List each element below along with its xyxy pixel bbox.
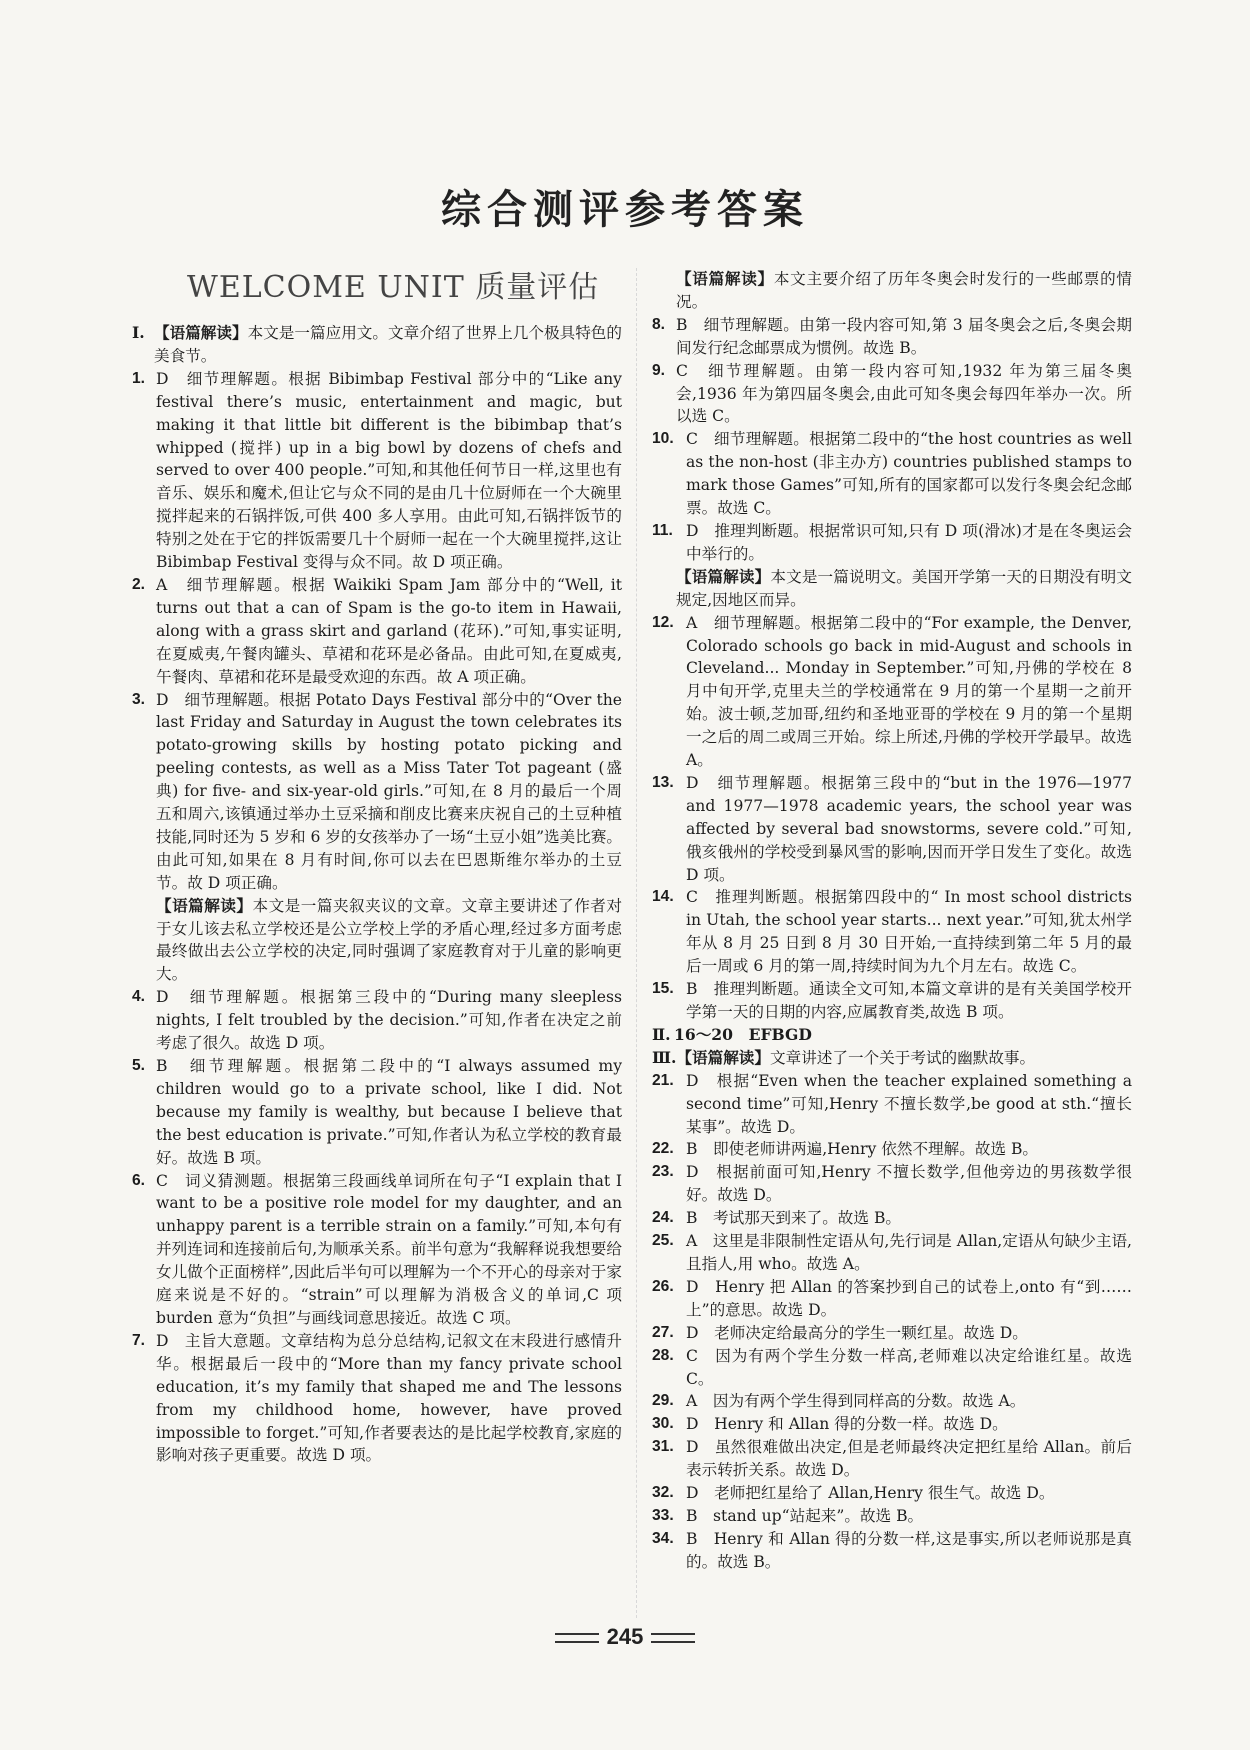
question-number: 21.	[652, 1071, 674, 1089]
answer-text: B 细节理解题。由第一段内容可知,第 3 届冬奥会之后,冬奥会期间发行纪念邮票成为惯例。故选 B。	[676, 315, 1132, 357]
answer-text: D Henry 把 Allan 的答案抄到自己的试卷上,onto 有“到……上”的意思。故选 D。	[686, 1277, 1132, 1319]
reading-header: 【语篇解读】	[676, 269, 774, 288]
answer-text: D 细节理解题。根据第三段中的“During many sleepless nights, I felt troubled by the decision.”可知,作者在决定之前考虑了很久。故选 D 项。	[156, 988, 622, 1053]
question-number: 24.	[652, 1209, 674, 1227]
question-number: 33.	[652, 1506, 674, 1524]
section-number: Ⅱ.	[652, 1024, 671, 1044]
question-number: 27.	[652, 1323, 674, 1341]
question-number: 26.	[652, 1277, 674, 1295]
answer-item	[652, 1528, 1132, 1574]
reading-header: 【语篇解读】	[156, 895, 253, 915]
reading-note	[132, 895, 622, 987]
answer-text: D 根据前面可知,Henry 不擅长数学,但他旁边的男孩数学很好。故选 D。	[686, 1163, 1132, 1205]
answer-text: A 这里是非限制性定语从句,先行词是 Allan,定语从句缺少主语,且指人,用 who。故选 A。	[686, 1232, 1132, 1273]
answer-text: B 推理判断题。通读全文可知,本篇文章讲的是有关美国学校开学第一天的日期的内容,应属教育类,故选 B 项。	[686, 980, 1132, 1021]
answer-item	[132, 1330, 622, 1467]
answer-text: A 细节理解题。根据 Waikiki Spam Jam 部分中的“Well, it turns out that a can of Spam is the go-to item in Hawaii, along with a grass skirt and garland (花环).”可知,事实证明,在夏威夷,午餐肉罐头、草裙和花环是必备品。由此可知,在夏威夷,午餐肉、草裙和花环是最受欢迎的东西。故 A 项正确。	[156, 575, 622, 686]
answer-text: D 细节理解题。根据 Potato Days Festival 部分中的“Over the last Friday and Saturday in August the town celebrates its potato-growing skills by hosting potato picking and peeling contests, as well as a Miss Tater Tot pageant (盛典) for five- and six-year-old girls.”可知,在 8 月的最后一个周五和周六,该镇通过举办土豆采摘和削皮比赛来庆祝自己的土豆种植技能,同时还为 5 岁和 6 岁的女孩举办了一场“土豆小姐”选美比赛。由此可知,如果在 8 月有时间,你可以去在巴恩斯维尔举办的土豆节。故 D 项正确。	[156, 690, 623, 892]
answer-text: D 老师决定给最高分的学生一颗红星。故选 D。	[686, 1323, 1028, 1342]
right-column	[652, 268, 1132, 1574]
reading-text: 本文是一篇夹叙夹议的文章。文章主要讲述了作者对于女儿该去私立学校还是公立学校上学的矛盾心理,经过多方面考虑最终做出去公立学校的决定,同时强调了家庭教育对于儿童的影响更大。	[156, 896, 622, 984]
answer-text: D 根据“Even when the teacher explained something a second time”可知,Henry 不擅长数学,be good at sth.“擅长某事”。故选 D。	[686, 1071, 1132, 1136]
question-number: 6.	[132, 1171, 146, 1189]
question-number: 9.	[652, 361, 666, 379]
section-3-intro	[652, 1047, 1132, 1070]
question-number: 34.	[652, 1529, 674, 1547]
answer-item	[652, 1436, 1132, 1482]
question-number: 11.	[652, 521, 673, 539]
question-number: 23.	[652, 1163, 674, 1181]
question-number: 29.	[652, 1392, 674, 1410]
question-number: 3.	[132, 690, 146, 708]
section-number: Ⅲ.	[652, 1047, 677, 1067]
question-number: 22.	[652, 1140, 674, 1158]
answer-text: D 虽然很难做出决定,但是老师最终决定把红星给 Allan。前后表示转折关系。故选 D。	[686, 1438, 1132, 1480]
answer-text: A 细节理解题。根据第二段中的“For example, the Denver, Colorado schools go back in mid-August and schools in Cleveland... Monday in September.”可知,丹佛的学校在 8 月中旬开学,克里夫兰的学校通常在 9 月的第一个星期一之前开始。波士顿,芝加哥,纽约和圣地亚哥的学校在 9 月的第一个星期一之后的周二或周三开始。综上所述,丹佛的学校开学最早。故选 A。	[686, 613, 1132, 770]
question-number: 28.	[652, 1346, 674, 1364]
answer-item	[652, 1505, 1132, 1528]
answer-item	[652, 360, 1132, 429]
answer-text: D 老师把红星给了 Allan,Henry 很生气。故选 D。	[686, 1484, 1055, 1503]
reading-note	[652, 268, 1132, 314]
answer-item	[652, 772, 1132, 887]
answer-item	[652, 314, 1132, 360]
answer-item	[652, 886, 1132, 978]
answer-item	[652, 1482, 1132, 1505]
answer-text: B 考试那天到来了。故选 B。	[686, 1209, 902, 1228]
question-number: 13.	[652, 773, 674, 791]
answer-item	[652, 1070, 1132, 1139]
section-answers: 16～20 EFBGD	[674, 1024, 812, 1044]
answer-text: C 因为有两个学生分数一样高,老师难以决定给谁红星。故选 C。	[686, 1346, 1132, 1388]
section-2	[652, 1024, 1132, 1047]
answer-item	[652, 1161, 1132, 1207]
page-number: 245	[606, 1624, 644, 1649]
answer-item	[132, 689, 622, 895]
answer-text: C 细节理解题。根据第二段中的“the host countries as well as the non-host (非主办方) countries published stamps to mark those Games”可知,所有的国家都可以发行冬奥会纪念邮票。故选 C。	[686, 430, 1132, 518]
answer-text: B stand up“站起来”。故选 B。	[686, 1506, 924, 1525]
answer-text: D Henry 和 Allan 得的分数一样。故选 D。	[686, 1415, 1008, 1434]
column-divider	[636, 268, 637, 1618]
question-number: 14.	[652, 888, 674, 906]
answer-item	[652, 1230, 1132, 1276]
answer-text: B 细节理解题。根据第二段中的“I always assumed my children would go to a private school, like I did. Not because my family is wealthy, but because I believe that the best education is private.”可知,作者认为私立学校的教育最好。故选 B 项。	[156, 1057, 622, 1167]
answer-item	[652, 1207, 1132, 1230]
reading-header: 【语篇解读】	[154, 323, 248, 342]
answer-text: B Henry 和 Allan 得的分数一样,这是事实,所以老师说那是真的。故选 B。	[686, 1529, 1132, 1571]
answer-text: D 推理判断题。根据常识可知,只有 D 项(滑冰)才是在冬奥运会中举行的。	[686, 521, 1132, 563]
answer-item	[132, 986, 622, 1055]
answer-item	[652, 1322, 1132, 1345]
answer-text: D 细节理解题。根据 Bibimbap Festival 部分中的“Like any festival there’s music, entertainment and magic, but making it that little bit different is the bibimbap that’s whipped (搅拌) up in a big bowl by dozens of chefs and served to over 400 people.”可知,和其他任何节日一样,这里也有音乐、娱乐和魔术,但让它与众不同的是由几十位厨师在一个大碗里搅拌起来的石锅拌饭,可供 400 多人享用。由此可知,石锅拌饭节的特别之处在于它的拌饭需要几十个厨师一起在一个大碗里搅拌,这让 Bibimbap Festival 变得与众不同。故 D 项正确。	[156, 369, 622, 572]
reading-note	[652, 566, 1132, 612]
reading-text: 本文是一篇说明文。美国开学第一天的日期没有明文规定,因地区而异。	[676, 567, 1132, 609]
question-number: 30.	[652, 1415, 674, 1433]
answer-item	[652, 428, 1132, 520]
answer-text: D 主旨大意题。文章结构为总分总结构,记叙文在末段进行感情升华。根据最后一段中的“More than my fancy private school education, it’s my family that shaped me and The lessons from my childhood home, however, have proved impossible to forget.”可知,作者要表达的是比起学校教育,家庭的影响对孩子更重要。故选 D 项。	[156, 1331, 622, 1465]
answer-text: C 推理判断题。根据第四段中的“ In most school districts in Utah, the school year starts... next year.”可知,犹太州学年从 8 月 25 日到 8 月 30 日开始,一直持续到第二年 5 月的最后一周或 6 月的第一周,持续时间为九个月左右。故选 C。	[686, 888, 1132, 976]
answer-item	[132, 368, 622, 574]
answer-text: D 细节理解题。根据第三段中的“but in the 1976—1977 and 1977—1978 academic years, the school year was affected by several bad snowstorms, severe cold.”可知,俄亥俄州的学校受到暴风雪的影响,因而开学日发生了变化。故选 D 项。	[686, 773, 1132, 884]
question-number: 15.	[652, 980, 674, 998]
left-column	[132, 268, 622, 1467]
question-number: 7.	[132, 1331, 146, 1349]
question-number: 32.	[652, 1484, 674, 1502]
answer-text: A 因为有两个学生得到同样高的分数。故选 A。	[686, 1392, 1026, 1411]
page-title: 综合测评参考答案	[441, 186, 809, 233]
answer-text: C 词义猜测题。根据第三段画线单词所在句子“I explain that I want to be a positive role model for my daughter, and an unhappy parent is a terrible strain on a family.”可知,本句有并列连词和连接前后句,为顺承关系。前半句意为“我解释说我想要给女儿做个正面榜样”,因此后半句可以理解为一个不开心的母亲对于家庭来说是不好的。“strain”可以理解为消极含义的单词,C 项 burden 意为“负担”与画线词意思接近。故选 C 项。	[156, 1171, 622, 1327]
reading-text: 本文主要介绍了历年冬奥会时发行的一些邮票的情况。	[676, 270, 1132, 311]
answer-text: B 即使老师讲两遍,Henry 依然不理解。故选 B。	[686, 1140, 1039, 1159]
answer-item	[652, 1413, 1132, 1436]
question-number: 2.	[132, 575, 146, 593]
answer-item	[652, 612, 1132, 772]
question-number: 25.	[652, 1232, 674, 1250]
reading-header: 【语篇解读】	[676, 566, 771, 586]
question-number: 12.	[652, 613, 674, 631]
question-number: 1.	[132, 369, 146, 387]
answer-item	[652, 520, 1132, 566]
answer-item	[132, 1170, 622, 1330]
section-1-intro	[132, 322, 622, 368]
footer-rule-left	[555, 1633, 599, 1643]
answer-item	[132, 574, 622, 689]
question-number: 4.	[132, 988, 146, 1006]
page-footer	[0, 1624, 1250, 1650]
reading-text: 本文是一篇应用文。文章介绍了世界上几个极具特色的美食节。	[154, 324, 622, 365]
reading-header: 【语篇解读】	[676, 1047, 770, 1067]
answer-item	[652, 1138, 1132, 1161]
reading-text: 文章讲述了一个关于考试的幽默故事。	[770, 1048, 1036, 1067]
answer-item	[652, 1345, 1132, 1391]
answer-item	[652, 978, 1132, 1024]
answer-text: C 细节理解题。由第一段内容可知,1932 年为第三届冬奥会,1936 年为第四届冬奥会,由此可知冬奥会每四年举办一次。所以选 C。	[676, 361, 1132, 426]
section-number: Ⅰ.	[132, 323, 145, 342]
answer-item	[652, 1276, 1132, 1322]
question-number: 10.	[652, 430, 674, 448]
question-number: 8.	[652, 315, 666, 333]
answer-item	[652, 1390, 1132, 1413]
answer-item	[132, 1055, 622, 1170]
question-number: 5.	[132, 1057, 146, 1074]
unit-title: WELCOME UNIT 质量评估	[187, 270, 600, 305]
question-number: 31.	[652, 1438, 674, 1456]
footer-rule-right	[651, 1633, 695, 1643]
